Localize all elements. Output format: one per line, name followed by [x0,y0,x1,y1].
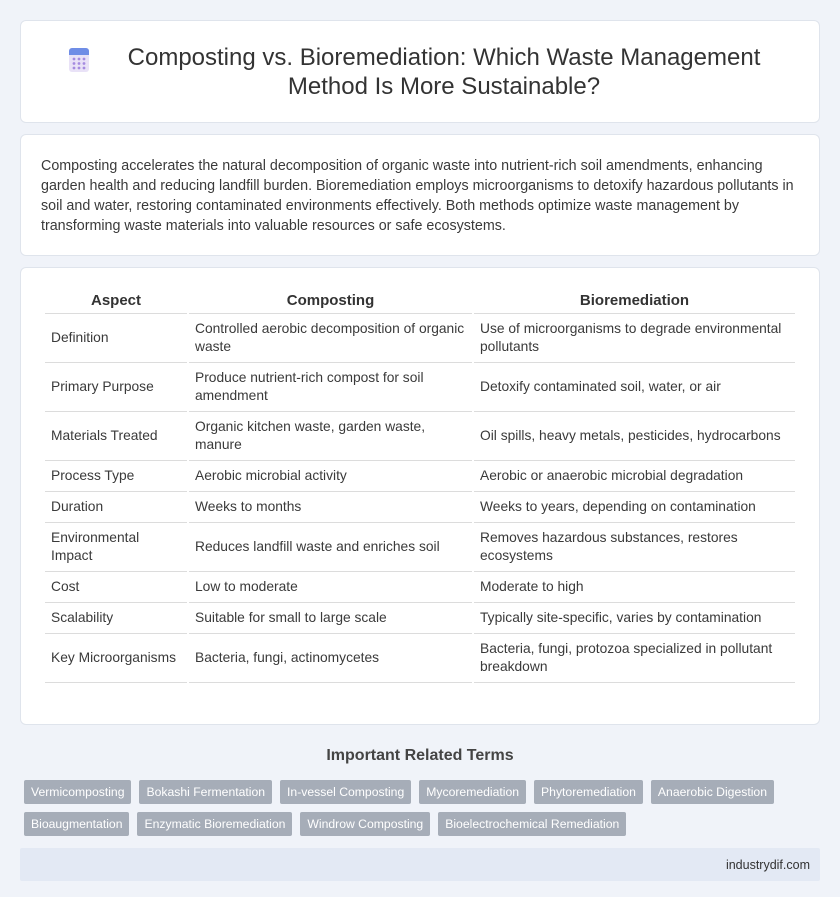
table-header-row [45,282,795,314]
composting-cell: Bacteria, fungi, actinomycetes [189,634,472,683]
bioremediation-cell: Bacteria, fungi, protozoa specialized in pollutant breakdown [474,634,795,683]
composting-cell: Low to moderate [189,572,472,603]
aspect-cell: Environmental Impact [45,523,187,572]
tag-mycoremediation[interactable]: Mycoremediation [419,780,526,804]
table-row [45,314,795,363]
related-terms-heading: Important Related Terms [326,747,514,764]
aspect-cell: Process Type [45,461,187,492]
tag-bioaugmentation[interactable]: Bioaugmentation [24,812,129,836]
header-aspect: Aspect [45,282,187,314]
aspect-cell: Materials Treated [45,412,187,461]
composting-cell: Reduces landfill waste and enriches soil [189,523,472,572]
bioremediation-cell: Use of microorganisms to degrade environmental pollutants [474,314,795,363]
tag-windrow-composting[interactable]: Windrow Composting [300,812,430,836]
bioremediation-cell: Aerobic or anaerobic microbial degradation [474,461,795,492]
aspect-cell: Scalability [45,603,187,634]
footer-site-link[interactable]: industrydif.com [725,857,810,872]
footer [20,848,820,881]
table-row [45,363,795,412]
bioremediation-cell: Moderate to high [474,572,795,603]
header-bioremediation: Bioremediation [474,282,795,314]
related-terms-list [20,780,820,844]
header-composting: Composting [189,282,472,314]
table-row [45,412,795,461]
table-row [45,634,795,683]
composting-cell: Organic kitchen waste, garden waste, manure [189,412,472,461]
bioremediation-cell: Oil spills, heavy metals, pesticides, hydrocarbons [474,412,795,461]
aspect-cell: Definition [45,314,187,363]
bioremediation-cell: Typically site-specific, varies by contamination [474,603,795,634]
bioremediation-cell: Weeks to years, depending on contamination [474,492,795,523]
comparison-table [43,282,797,683]
bioremediation-cell: Removes hazardous substances, restores ecosystems [474,523,795,572]
composting-cell: Aerobic microbial activity [189,461,472,492]
calculator-icon [66,47,92,73]
bioremediation-cell: Detoxify contaminated soil, water, or air [474,363,795,412]
intro-paragraph: Composting accelerates the natural decomposition of organic waste into nutrient-rich soil amendments, enhancing garden health and reducing landfill burden. Bioremediation employs microorganisms to detoxify hazardous pollutants in soil and water, restoring contaminated environments effectively. Both methods optimize waste management by transforming waste materials into valuable resources or safe ecosystems. [41,158,794,234]
table-row [45,523,795,572]
tag-enzymatic-bioremediation[interactable]: Enzymatic Bioremediation [137,812,292,836]
title-wrap [66,43,774,101]
table-row [45,603,795,634]
composting-cell: Controlled aerobic decomposition of organic waste [189,314,472,363]
composting-cell: Weeks to months [189,492,472,523]
comparison-table-card [20,267,820,725]
composting-cell: Suitable for small to large scale [189,603,472,634]
tag-bokashi-fermentation[interactable]: Bokashi Fermentation [139,780,272,804]
table-row [45,461,795,492]
composting-cell: Produce nutrient-rich compost for soil amendment [189,363,472,412]
table-row [45,492,795,523]
tag-vermicomposting[interactable]: Vermicomposting [24,780,131,804]
tag-anaerobic-digestion[interactable]: Anaerobic Digestion [651,780,774,804]
tag-in-vessel-composting[interactable]: In-vessel Composting [280,780,411,804]
table-row [45,572,795,603]
aspect-cell: Cost [45,572,187,603]
aspect-cell: Key Microorganisms [45,634,187,683]
tag-phytoremediation[interactable]: Phytoremediation [534,780,643,804]
title-card [20,20,820,123]
page-title: Composting vs. Bioremediation: Which Waste Management Method Is More Sustainable? [127,43,761,100]
tag-bioelectrochemical-remediation[interactable]: Bioelectrochemical Remediation [438,812,626,836]
aspect-cell: Duration [45,492,187,523]
intro-card [20,134,820,256]
aspect-cell: Primary Purpose [45,363,187,412]
